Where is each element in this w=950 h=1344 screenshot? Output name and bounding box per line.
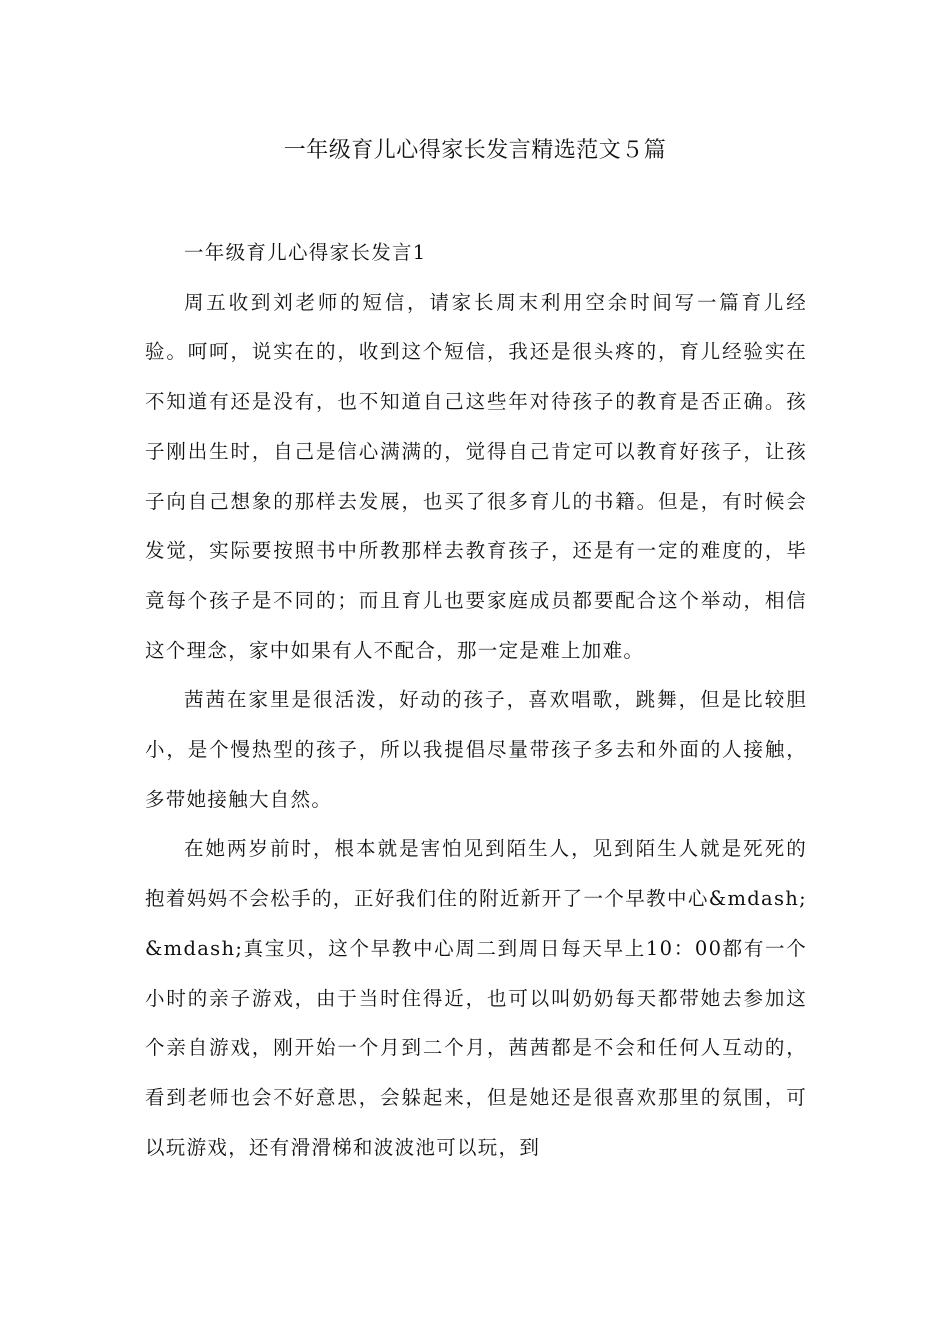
document-body [145, 228, 807, 1172]
document-title: 一年级育儿心得家长发言精选范文５篇 [283, 138, 667, 163]
paragraph: 茜茜在家里是很活泼，好动的孩子，喜欢唱歌，跳舞，但是比较胆小，是个慢热型的孩子，所以我提倡尽量带孩子多去和外面的人接触，多带她接触大自然。 [145, 688, 807, 811]
paragraph: 在她两岁前时，根本就是害怕见到陌生人，见到陌生人就是死死的抱着妈妈不会松手的，正好我们住的附近新开了一个早教中心&mdash;&mdash;真宝贝，这个早教中心周二到周日每天早上10：00都有一个小时的亲子游戏，由于当时住得近，也可以叫奶奶每天都带她去参加这个亲自游戏，刚开始一个月到二个月，茜茜都是不会和任何人互动的，看到老师也会不好意思，会躲起来，但是她还是很喜欢那里的氛围，可以玩游戏，还有滑滑梯和波波池可以玩，到 [145, 837, 807, 1159]
paragraph: 周五收到刘老师的短信，请家长周末利用空余时间写一篇育儿经验。呵呵，说实在的，收到这个短信，我还是很头疼的，育儿经验实在不知道有还是没有，也不知道自己这些年对待孩子的教育是否正确。孩子刚出生时，自己是信心满满的，觉得自己肯定可以教育好孩子，让孩子向自己想象的那样去发展，也买了很多育儿的书籍。但是，有时候会发觉，实际要按照书中所教那样去教育孩子，还是有一定的难度的，毕竟每个孩子是不同的；而且育儿也要家庭成员都要配合这个举动，相信这个理念，家中如果有人不配合，那一定是难上加难。 [145, 290, 807, 662]
section-heading: 一年级育儿心得家长发言1 [184, 241, 427, 264]
